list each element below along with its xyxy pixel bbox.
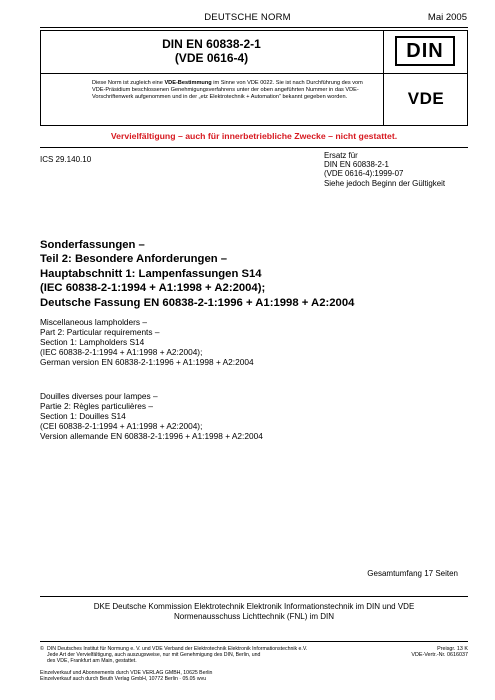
copyright-line-3: des VDE, Frankfurt am Main, gestattet. (47, 658, 137, 665)
french-title-line-2: Partie 2: Règles particulières – (40, 401, 153, 412)
copyright-line-1: DIN Deutsches Institut für Normung e. V. und VDE Verband der Elektrotechnik Elektronik Informationstechnik e.V. (47, 646, 308, 652)
standard-type: DEUTSCHE NORM (204, 12, 291, 23)
reproduction-warning: Vervielfältigung – auch für innerbetriebliche Zwecke – nicht gestattet. (110, 131, 398, 141)
french-title-line-3: Section 1: Douilles S14 (40, 411, 126, 422)
committee-info (40, 602, 468, 622)
english-title-line-1: Miscellaneous lampholders – (40, 317, 147, 327)
vde-notice-bold: VDE-Bestimmung (164, 80, 212, 86)
copyright-notice (40, 646, 380, 665)
header-rule (40, 27, 468, 28)
vde-order-number: VDE-Vertr.-Nr. 0616037 (411, 652, 468, 659)
replacement-line-3: (VDE 0616-4):1999-07 (324, 169, 404, 179)
english-title-line-4: (IEC 60838-2-1:1994 + A1:1998 + A2:2004); (40, 347, 203, 358)
english-title-line-2: Part 2: Particular requirements – (40, 327, 160, 338)
french-title-line-5: Version allemande EN 60838-2-1:1996 + A1:1998 + A2:2004 (40, 431, 263, 442)
french-title-line-4: (CEI 60838-2-1:1994 + A1:1998 + A2:2004); (40, 421, 203, 432)
sales-line-1: Einzelverkauf und Abonnements durch VDE VERLAG GMBH, 10625 Berlin (40, 670, 213, 676)
ics-code: ICS 29.140.10 (40, 155, 92, 164)
english-title (40, 317, 460, 367)
replacement-info (324, 151, 445, 188)
sales-info (40, 670, 380, 682)
french-title-line-1: Douilles diverses pour lampes – (40, 391, 158, 401)
vde-notice-part1: Diese Norm ist zugleich eine (92, 80, 165, 86)
title-box-divider (383, 30, 384, 126)
vde-notice-part2: im Sinne von VDE 0022. Sie ist nach Durchführung des vom VDE-Präsidium beschlossenen Genehmigungsverfahrens unter der oben angeführten Nummer in das VDE-Vorschriftenwerk aufgenommen und in der „etz Elektrotechnik + Automation“ bekannt gegeben worden. (92, 80, 363, 101)
committee-line-1: DKE Deutsche Kommission Elektrotechnik Elektronik Informationstechnik im DIN und VDE (93, 602, 415, 611)
committee-line-2: Normenausschuss Lichttechnik (FNL) im DIN (173, 612, 335, 621)
french-title (40, 391, 460, 441)
german-title-line-2: Teil 2: Besondere Anforderungen – (40, 253, 228, 266)
din-logo: DIN (395, 36, 455, 66)
document-number: DIN EN 60838-2-1 (162, 37, 261, 51)
price-info (392, 646, 468, 659)
sales-line-2: Einzelverkauf auch durch Beuth Verlag GmbH, 10772 Berlin · 05.05 wvu (40, 676, 207, 683)
replacement-line-1: Ersatz für (324, 151, 358, 160)
committee-rule (40, 596, 468, 597)
german-title-line-3: Hauptabschnitt 1: Lampenfassungen S14 (40, 267, 262, 280)
footer-rule (40, 641, 468, 642)
title-box-rule (40, 73, 468, 74)
german-title (40, 238, 460, 310)
vde-notice (92, 80, 376, 102)
warning-rule (40, 147, 468, 148)
page-count: Gesamtumfang 17 Seiten (367, 569, 458, 578)
publication-date: Mai 2005 (427, 12, 467, 23)
replacement-line-2: DIN EN 60838-2-1 (324, 160, 389, 170)
vde-number: (VDE 0616-4) (174, 51, 249, 65)
german-title-line-1: Sonderfassungen – (40, 239, 145, 251)
english-title-line-3: Section 1: Lampholders S14 (40, 337, 145, 348)
english-title-line-5: German version EN 60838-2-1:1996 + A1:1998 + A2:2004 (40, 357, 254, 368)
copyright-line-2: Jede Art der Vervielfältigung, auch auszugsweise, nur mit Genehmigung des DIN, Berlin, und (47, 652, 261, 659)
german-title-line-4: (IEC 60838-2-1:1994 + A1:1998 + A2:2004); (40, 282, 266, 295)
copyright-symbol: © (40, 646, 44, 652)
vde-logo: VDE (407, 89, 445, 108)
german-title-line-5: Deutsche Fassung EN 60838-2-1:1996 + A1:1998 + A2:2004 (40, 296, 355, 309)
replacement-line-4: Siehe jedoch Beginn der Gültigkeit (324, 178, 446, 188)
price-group: Preisgr. 13 K (437, 646, 468, 652)
